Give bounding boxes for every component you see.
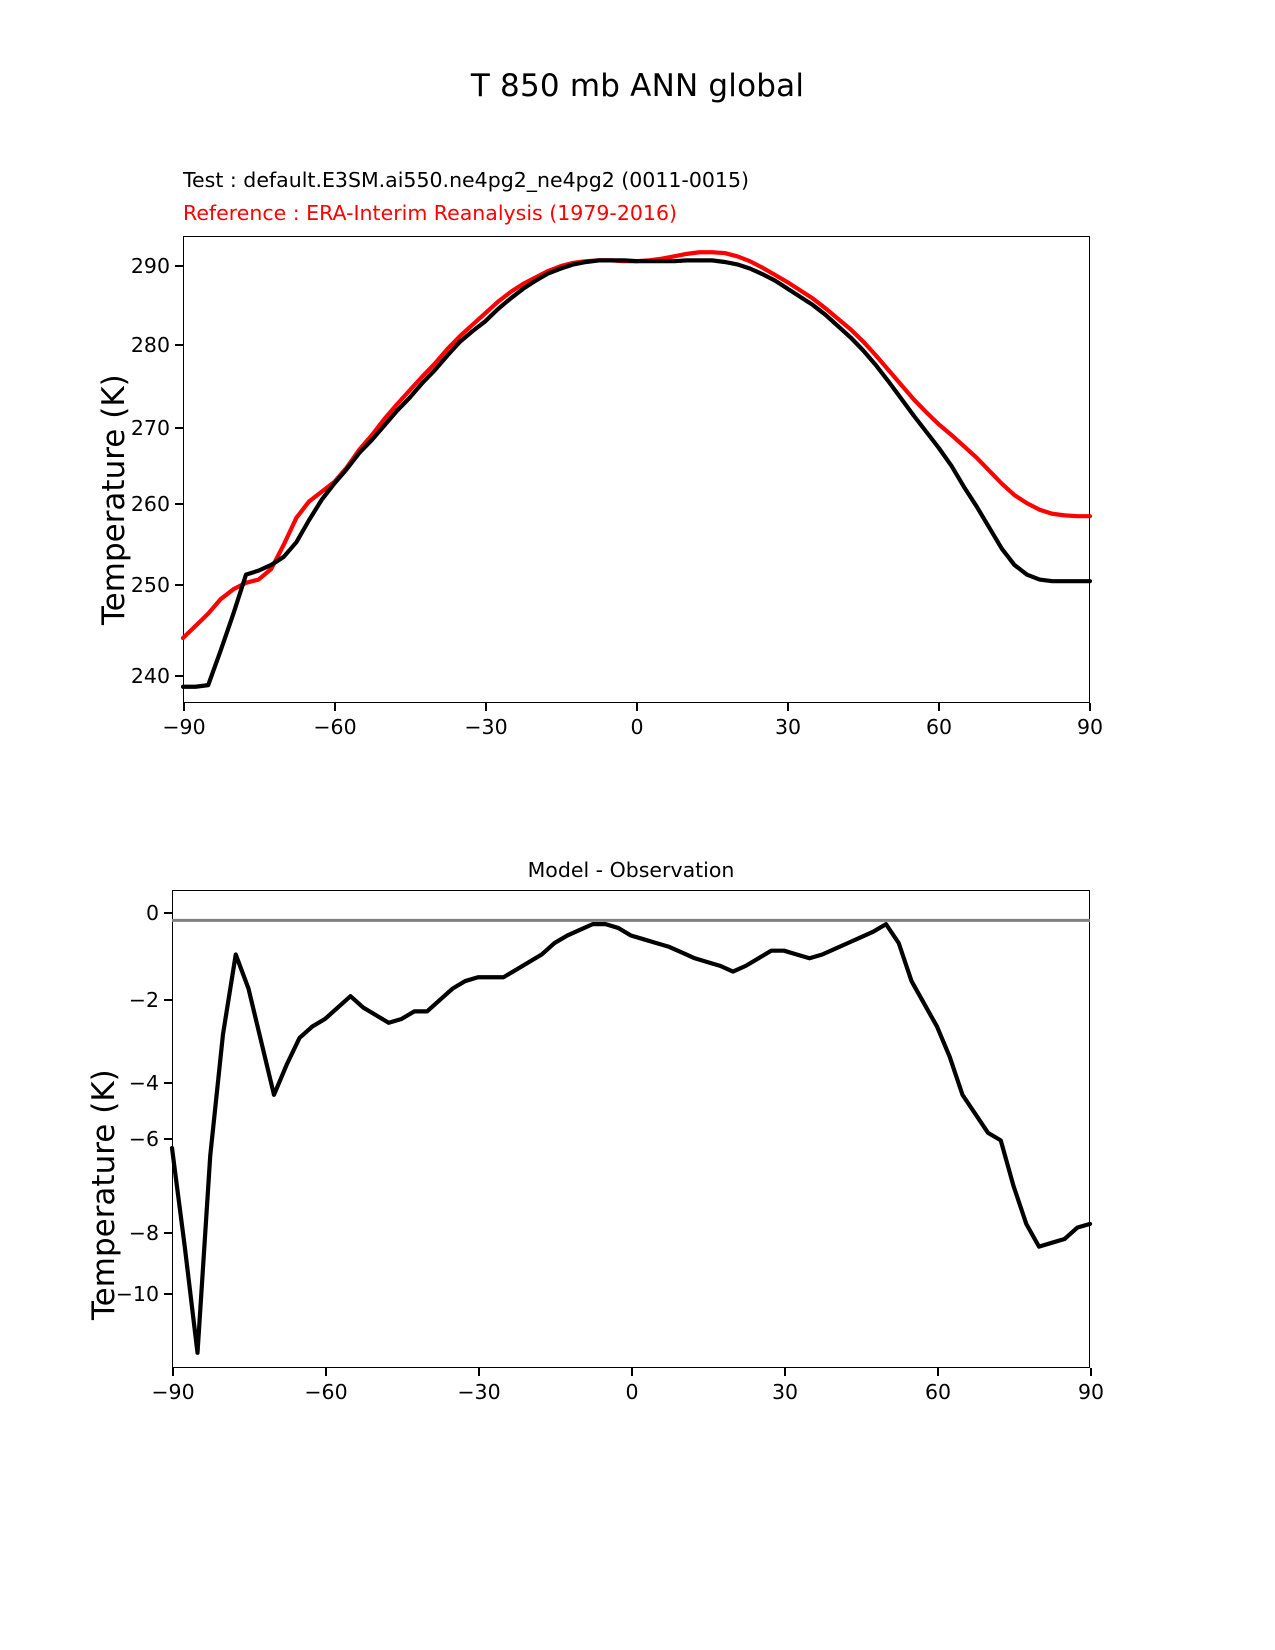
bottom-xtick-60: 60 [924,1380,952,1404]
top-ytick-240: 240 [130,664,170,688]
bottom-ytick-0: 0 [145,901,159,925]
page-title: T 850 mb ANN global [470,68,805,104]
top-xtick-minus30: −30 [464,715,508,739]
top-y-axis-label: Temperature (K) [96,374,132,625]
bottom-xtick-0: 0 [625,1380,639,1404]
bottom-ytick-minus10: −10 [115,1282,159,1306]
bottom-xtick-minus30: −30 [457,1380,501,1404]
bottom-ytick-minus2: −2 [128,988,159,1012]
top-ytick-250: 250 [130,573,170,597]
top-xtick-30: 30 [774,715,802,739]
top-xtick-60: 60 [925,715,953,739]
top-xtick-minus90: −90 [162,715,206,739]
bottom-ytick-minus4: −4 [128,1071,159,1095]
bottom-xtick-90: 90 [1077,1380,1105,1404]
bottom-xtick-minus60: −60 [304,1380,348,1404]
bottom-xtick-minus90: −90 [151,1380,195,1404]
difference-series-line [172,924,1090,1353]
bottom-y-axis-label: Temperature (K) [86,1069,122,1320]
legend-test-label: Test : default.E3SM.ai550.ne4pg2_ne4pg2 (0011-0015) [183,168,750,192]
legend-reference-label: Reference : ERA-Interim Reanalysis (1979-2016) [183,201,677,225]
top-xtick-90: 90 [1076,715,1104,739]
top-ytick-290: 290 [130,254,170,278]
top-xtick-0: 0 [630,715,644,739]
top-ytick-270: 270 [130,416,170,440]
top-ytick-260: 260 [130,492,170,516]
top-xtick-minus60: −60 [313,715,357,739]
bottom-ytick-minus8: −8 [128,1221,159,1245]
top-ytick-280: 280 [130,333,170,357]
difference-plot-title: Model - Observation [527,858,735,882]
bottom-ytick-minus6: −6 [128,1127,159,1151]
bottom-xtick-30: 30 [771,1380,799,1404]
